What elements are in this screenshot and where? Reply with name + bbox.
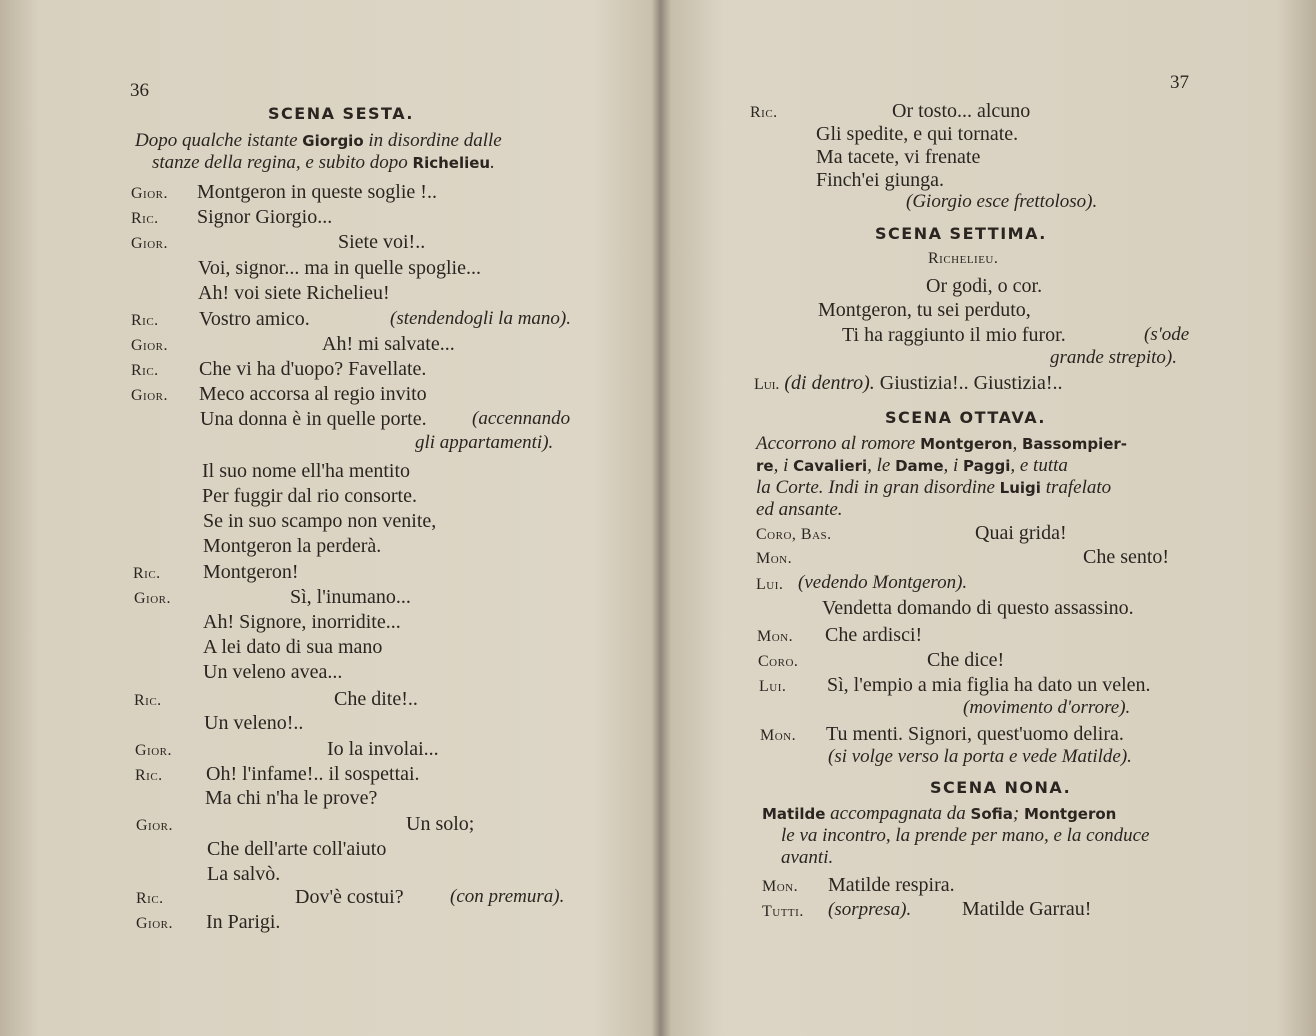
stage-aside: (Giorgio esce frettoloso).: [906, 191, 1098, 212]
page-number: 36: [130, 80, 149, 101]
verse-line: Montgeron, tu sei perduto,: [818, 299, 1031, 321]
stage-aside: (sorpresa).: [828, 899, 912, 920]
stage-aside: (stendendogli la mano).: [390, 308, 572, 329]
stage-direction: avanti.: [781, 847, 834, 868]
stage-direction: Accorrono al romore Montgeron, Bassompier-: [756, 433, 1128, 454]
speaker-label: Gior.: [135, 742, 172, 759]
speaker-label: Mon.: [756, 550, 793, 567]
verse-line: Or godi, o cor.: [926, 275, 1043, 297]
verse-line: Ah! voi siete Richelieu!: [198, 282, 390, 304]
stage-direction: Dopo qualche istante Giorgio in disordine dalle: [135, 130, 502, 151]
verse-line: Montgeron!: [203, 561, 299, 583]
scene-heading: SCENA NONA.: [930, 778, 1072, 797]
verse-line: Sì, l'inumano...: [290, 586, 411, 608]
verse-line: Ah! Signore, inorridite...: [203, 611, 401, 633]
stage-aside: (accennando: [472, 408, 571, 429]
speaker-label: Gior.: [131, 235, 168, 252]
verse-line: Io la involai...: [327, 738, 439, 760]
speaker-label: Ric.: [134, 692, 162, 709]
stage-aside: (vedendo Montgeron).: [798, 572, 968, 593]
stage-aside: (si volge verso la porta e vede Matilde).: [828, 746, 1132, 767]
verse-line: Che sento!: [1083, 546, 1170, 568]
stage-direction: stanze della regina, e subito dopo Richelieu.: [152, 152, 495, 173]
verse-line: In Parigi.: [206, 911, 281, 933]
verse-line: Che dice!: [927, 649, 1005, 671]
verse-line: Che dite!..: [334, 688, 418, 710]
verse-line: Vendetta domando di questo assassino.: [822, 597, 1134, 619]
speaker-label: Mon.: [760, 727, 797, 744]
stage-direction: la Corte. Indi in gran disordine Luigi trafelato: [756, 477, 1112, 498]
verse-line: Ma tacete, vi frenate: [816, 146, 981, 168]
verse-line: Gli spedite, e qui tornate.: [816, 123, 1019, 145]
verse-line: Siete voi!..: [338, 231, 426, 253]
speaker-label: Gior.: [131, 387, 168, 404]
speaker-label: Gior.: [136, 817, 173, 834]
speaker-label: Mon.: [762, 878, 799, 895]
verse-line: Che ardisci!: [825, 624, 923, 646]
verse-line: Montgeron in queste soglie !..: [197, 181, 437, 203]
verse-line: Un veleno!..: [204, 712, 304, 734]
verse-line: Una donna è in quelle porte.: [200, 408, 427, 430]
speaker-label: Lui.: [756, 576, 784, 593]
verse-line: Matilde Garrau!: [962, 898, 1092, 920]
stage-aside: (s'ode: [1144, 324, 1190, 345]
verse-line: Montgeron la perderà.: [203, 535, 382, 557]
speaker-label: Coro.: [758, 653, 799, 670]
stage-direction: ed ansante.: [756, 499, 843, 520]
speaker-label: Coro, Bas.: [756, 526, 832, 543]
verse-line: Per fuggir dal rio consorte.: [202, 485, 417, 507]
speaker-label: Ric.: [136, 890, 164, 907]
speaker-label: Mon.: [757, 628, 794, 645]
stage-direction: le va incontro, la prende per mano, e la conduce: [781, 825, 1150, 846]
verse-line: Vostro amico.: [199, 308, 310, 330]
verse-line: Meco accorsa al regio invito: [199, 383, 427, 405]
speaker-label: Ric.: [131, 312, 159, 329]
speaker-label: Gior.: [131, 185, 168, 202]
page-number: 37: [1170, 72, 1189, 93]
stage-aside: (movimento d'orrore).: [963, 697, 1131, 718]
speaker-label: Ric.: [133, 565, 161, 582]
verse-line: Se in suo scampo non venite,: [203, 510, 437, 532]
stage-direction: re, i Cavalieri, le Dame, i Paggi, e tutta: [756, 455, 1068, 476]
verse-line: Matilde respira.: [828, 874, 955, 896]
verse-line: Dov'è costui?: [295, 886, 404, 908]
scene-heading: SCENA SESTA.: [268, 104, 414, 123]
speaker-label: Ric.: [131, 362, 159, 379]
verse-line: Ah! mi salvate...: [322, 333, 455, 355]
scene-heading: SCENA OTTAVA.: [885, 408, 1046, 427]
verse-line: Voi, signor... ma in quelle spoglie...: [198, 257, 481, 279]
verse-line: Quai grida!: [975, 522, 1067, 544]
verse-line: Un solo;: [406, 813, 475, 835]
speaker-label: Gior.: [134, 590, 171, 607]
verse-line: Che dell'arte coll'aiuto: [207, 838, 387, 860]
verse-line: Or tosto... alcuno: [892, 100, 1031, 122]
verse-line: Lui. (di dentro). Giustizia!.. Giustizia!..: [754, 372, 1063, 394]
verse-line: A lei dato di sua mano: [203, 636, 383, 658]
verse-line: Il suo nome ell'ha mentito: [202, 460, 411, 482]
verse-line: Tu menti. Signori, quest'uomo delira.: [826, 723, 1124, 745]
verse-line: Finch'ei giunga.: [816, 169, 945, 191]
stage-aside: grande strepito).: [1050, 347, 1178, 368]
stage-aside: (con premura).: [450, 886, 565, 907]
verse-line: Signor Giorgio...: [197, 206, 333, 228]
verse-line: Un veleno avea...: [203, 661, 343, 683]
speaker-label: Richelieu.: [928, 250, 999, 267]
stage-aside: gli appartamenti).: [415, 432, 554, 453]
speaker-label: Tutti.: [762, 903, 804, 920]
speaker-label: Ric.: [750, 104, 778, 121]
verse-line: Ma chi n'ha le prove?: [205, 787, 378, 809]
verse-line: Ti ha raggiunto il mio furor.: [842, 324, 1066, 346]
speaker-label: Gior.: [131, 337, 168, 354]
speaker-label: Gior.: [136, 915, 173, 932]
scene-heading: SCENA SETTIMA.: [875, 224, 1047, 243]
speaker-label: Ric.: [131, 210, 159, 227]
verse-line: La salvò.: [207, 863, 281, 885]
speaker-label: Ric.: [135, 767, 163, 784]
verse-line: Che vi ha d'uopo? Favellate.: [199, 358, 427, 380]
verse-line: Sì, l'empio a mia figlia ha dato un velen.: [827, 674, 1151, 696]
speaker-label: Lui.: [759, 678, 787, 695]
stage-direction: Matilde accompagnata da Sofia; Montgeron: [762, 803, 1117, 824]
verse-line: Oh! l'infame!.. il sospettai.: [206, 763, 420, 785]
